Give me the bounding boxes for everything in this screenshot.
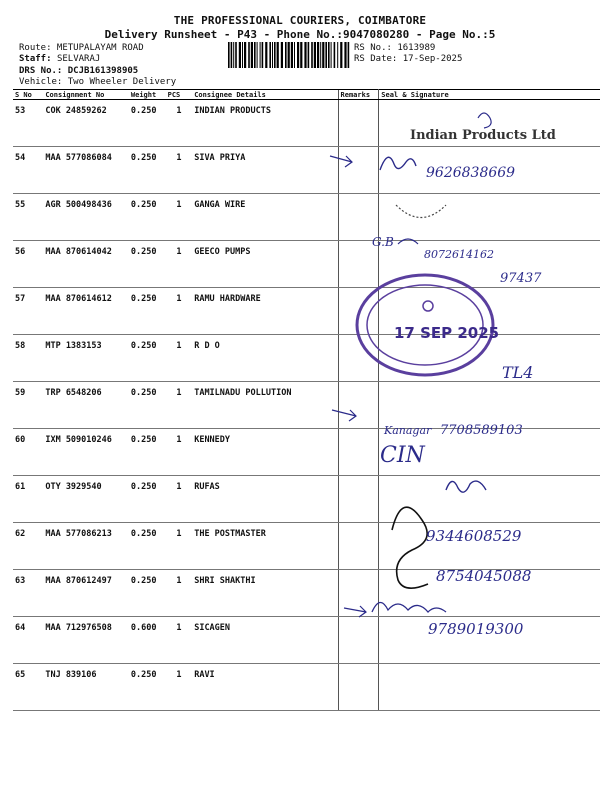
cell-sno: 55 (13, 194, 43, 241)
cell-sno: 59 (13, 382, 43, 429)
cell-sno: 60 (13, 429, 43, 476)
cell-pcs: 1 (166, 100, 193, 147)
cell-sno: 64 (13, 617, 43, 664)
signature-row-54 (380, 157, 416, 170)
cell-consignment: MAA 712976508 (43, 617, 129, 664)
col-sno: S No (13, 90, 43, 100)
cell-consignment: MAA 870614042 (43, 241, 129, 288)
stamp-scribble (478, 113, 491, 128)
cell-consignee: RUFAS (192, 476, 338, 523)
note-row-61: CIN (380, 443, 425, 468)
cell-sno: 57 (13, 288, 43, 335)
cell-consignee: GEECO PUMPS (192, 241, 338, 288)
cell-weight: 0.250 (129, 100, 166, 147)
cell-weight: 0.250 (129, 476, 166, 523)
cell-consignee: INDIAN PRODUCTS (192, 100, 338, 147)
cell-pcs: 1 (166, 194, 193, 241)
col-weight: Weight (129, 90, 166, 100)
col-pcs: PCS (166, 90, 193, 100)
company-stamp-text: Indian Products Ltd (410, 128, 556, 143)
cell-consignment: MAA 870612497 (43, 570, 129, 617)
col-consignment: Consignment No (43, 90, 129, 100)
cell-pcs: 1 (166, 523, 193, 570)
col-consignee: Consignee Details (192, 90, 338, 100)
cell-sno: 61 (13, 476, 43, 523)
col-remarks: Remarks (338, 90, 379, 100)
cell-weight: 0.250 (129, 570, 166, 617)
signature-row-57: 97437 (500, 271, 542, 286)
phone-row-65: 9789019300 (428, 620, 524, 638)
stamp-emblem-icon (423, 301, 433, 311)
cell-sno: 63 (13, 570, 43, 617)
cell-pcs: 1 (166, 335, 193, 382)
cell-weight: 0.250 (129, 664, 166, 711)
cell-weight: 0.250 (129, 147, 166, 194)
signature-row-62 (446, 481, 486, 492)
phone-row-54: 9626838669 (426, 165, 516, 181)
cell-pcs: 1 (166, 664, 193, 711)
cell-weight: 0.250 (129, 382, 166, 429)
cell-consignee: SICAGEN (192, 617, 338, 664)
cell-sno: 56 (13, 241, 43, 288)
rs-date: RS Date: 17-Sep-2025 (354, 54, 463, 64)
cell-consignment: IXM 509010246 (43, 429, 129, 476)
cell-consignment: MAA 577086213 (43, 523, 129, 570)
cell-weight: 0.250 (129, 241, 166, 288)
runsheet-subtitle: Delivery Runsheet - P43 - Phone No.:9047080280 - Page No.:5 (104, 28, 496, 41)
phone-row-64: 8754045088 (436, 567, 532, 585)
cell-consignment: OTY 3929540 (43, 476, 129, 523)
cell-sno: 58 (13, 335, 43, 382)
cell-pcs: 1 (166, 382, 193, 429)
col-seal-signature: Seal & Signature (379, 90, 600, 100)
signature-row-56: G.B (372, 235, 394, 249)
cell-sno: 65 (13, 664, 43, 711)
cell-weight: 0.600 (129, 617, 166, 664)
cell-consignee: RAVI (192, 664, 338, 711)
stamp-date: 17 SEP 2025 (394, 324, 500, 342)
cell-consignee: R D O (192, 335, 338, 382)
cell-pcs: 1 (166, 429, 193, 476)
route-line: Route: METUPALAYAM ROAD (19, 43, 144, 53)
signature-scribble-row-56 (398, 239, 418, 244)
cell-weight: 0.250 (129, 335, 166, 382)
cell-sno: 62 (13, 523, 43, 570)
vehicle-line: Vehicle: Two Wheeler Delivery (19, 77, 177, 87)
rs-number: RS No.: 1613989 (354, 43, 436, 53)
cell-consignment: COK 24859262 (43, 100, 129, 147)
cell-consignment: MAA 870614612 (43, 288, 129, 335)
cell-sno: 53 (13, 100, 43, 147)
cell-pcs: 1 (166, 617, 193, 664)
cell-consignee: SHRI SHAKTHI (192, 570, 338, 617)
cell-consignment: TRP 6548206 (43, 382, 129, 429)
phone-row-63: 9344608529 (426, 527, 522, 545)
cell-consignment: MAA 577086084 (43, 147, 129, 194)
stamp-arc-row-55 (396, 205, 446, 218)
cell-consignee: KENNEDY (192, 429, 338, 476)
cell-pcs: 1 (166, 241, 193, 288)
company-title: THE PROFESSIONAL COURIERS, COIMBATORE (173, 14, 427, 27)
name-row-61: Kanagar (384, 424, 432, 437)
cell-consignee: THE POSTMASTER (192, 523, 338, 570)
signature-loop-row-63 (392, 507, 428, 588)
cell-pcs: 1 (166, 570, 193, 617)
drs-line: DRS No.: DCJB161398905 (19, 66, 139, 76)
cell-sno: 54 (13, 147, 43, 194)
cell-weight: 0.250 (129, 429, 166, 476)
date-stamp (357, 275, 499, 375)
cell-pcs: 1 (166, 147, 193, 194)
cell-consignment: MTP 1383153 (43, 335, 129, 382)
phone-row-56: 8072614162 (424, 248, 494, 261)
signature-row-59: TL4 (502, 363, 534, 382)
cell-consignment: AGR 500498436 (43, 194, 129, 241)
signature-row-65 (372, 602, 446, 612)
cell-consignment: TNJ 839106 (43, 664, 129, 711)
cell-consignee: GANGA WIRE (192, 194, 338, 241)
cell-consignee: SIVA PRIYA (192, 147, 338, 194)
cell-pcs: 1 (166, 288, 193, 335)
cell-weight: 0.250 (129, 194, 166, 241)
arrow-row-54 (330, 156, 352, 167)
arrow-row-60 (332, 410, 356, 421)
cell-weight: 0.250 (129, 523, 166, 570)
staff-label: Staff: (19, 54, 52, 64)
arrow-row-65 (344, 606, 366, 617)
phone-row-61: 7708589103 (440, 423, 523, 438)
cell-consignee: RAMU HARDWARE (192, 288, 338, 335)
cell-weight: 0.250 (129, 288, 166, 335)
staff-name: SELVARAJ (56, 54, 101, 64)
cell-consignee: TAMILNADU POLLUTION (192, 382, 338, 429)
cell-pcs: 1 (166, 476, 193, 523)
